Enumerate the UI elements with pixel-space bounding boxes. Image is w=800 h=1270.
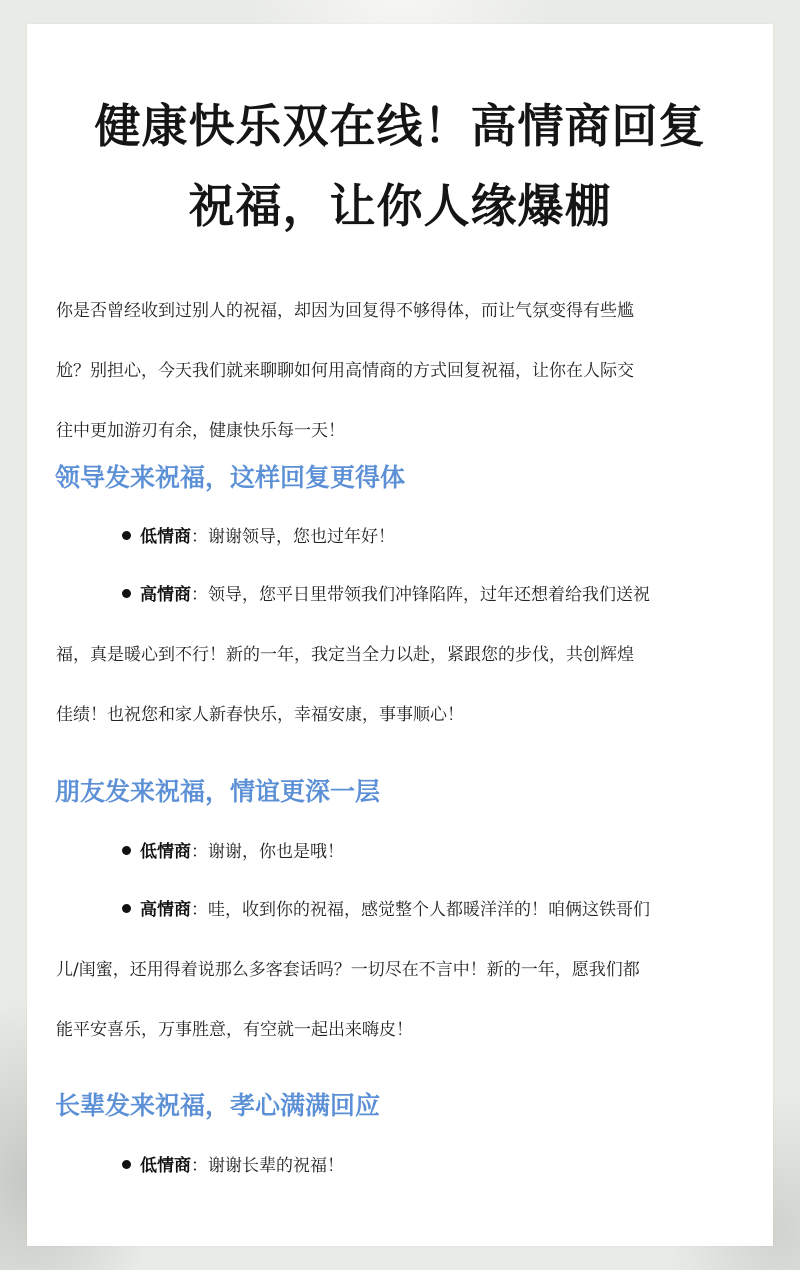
bullet-dot-icon [122,531,131,540]
reply-text: 谢谢，你也是哦！ [208,842,344,862]
article-card [27,24,773,1246]
bullet-dot-icon [122,1160,131,1169]
high-eq-label: 高情商 [140,585,191,605]
reply-text: 哇，收到你的祝福，感觉整个人都暖洋洋的！咱俩这铁哥们 [208,900,650,920]
intro-paragraph [56,281,746,461]
bullet-dot-icon [122,589,131,598]
label-separator: ： [191,900,208,920]
intro-line-1: 你是否曾经收到过别人的祝福，却因为回复得不够得体，而让气氛变得有些尴 [56,301,634,321]
section-heading-friend: 朋友发来祝福，情谊更深一层 [55,777,381,806]
high-eq-reply-leader [56,565,756,745]
label-separator: ： [191,585,208,605]
low-eq-label: 低情商 [140,1156,191,1176]
low-eq-reply-elder [56,1136,756,1196]
section-heading-leader: 领导发来祝福，这样回复更得体 [55,463,406,492]
reply-text: 谢谢长辈的祝福！ [208,1156,344,1176]
bullet-dot-icon [122,904,131,913]
reply-text-line-2: 福，真是暖心到不行！新的一年，我定当全力以赴，紧跟您的步伐，共创辉煌 [56,645,634,665]
article-title [27,86,773,246]
reply-text-line-3: 佳绩！也祝您和家人新春快乐，幸福安康，事事顺心！ [56,705,464,725]
label-separator: ： [191,527,208,547]
bullet-line [56,1136,756,1196]
article-title-line-2: 祝福，让你人缘爆棚 [188,179,612,233]
intro-line-2: 尬？别担心，今天我们就来聊聊如何用高情商的方式回复祝福，让你在人际交 [56,361,634,381]
reply-text: 谢谢领导，您也过年好！ [208,527,395,547]
high-eq-label: 高情商 [140,900,191,920]
bullet-line [56,880,756,940]
reply-text: 领导，您平日里带领我们冲锋陷阵，过年还想着给我们送祝 [208,585,650,605]
high-eq-reply-friend [56,880,756,1060]
bullet-line [56,507,756,567]
low-eq-reply-friend [56,822,756,882]
intro-line-3: 往中更加游刃有余，健康快乐每一天！ [56,421,345,441]
low-eq-label: 低情商 [140,527,191,547]
low-eq-reply-leader [56,507,756,567]
bullet-dot-icon [122,846,131,855]
low-eq-label: 低情商 [140,842,191,862]
bullet-line [56,565,756,625]
reply-text-line-3: 能平安喜乐，万事胜意，有空就一起出来嗨皮！ [56,1020,413,1040]
label-separator: ： [191,1156,208,1176]
section-heading-elder: 长辈发来祝福，孝心满满回应 [55,1091,381,1120]
reply-text-line-2: 儿/闺蜜，还用得着说那么多客套话吗？一切尽在不言中！新的一年，愿我们都 [56,960,640,980]
label-separator: ： [191,842,208,862]
article-title-line-1: 健康快乐双在线！高情商回复 [94,99,706,153]
bullet-line [56,822,756,882]
